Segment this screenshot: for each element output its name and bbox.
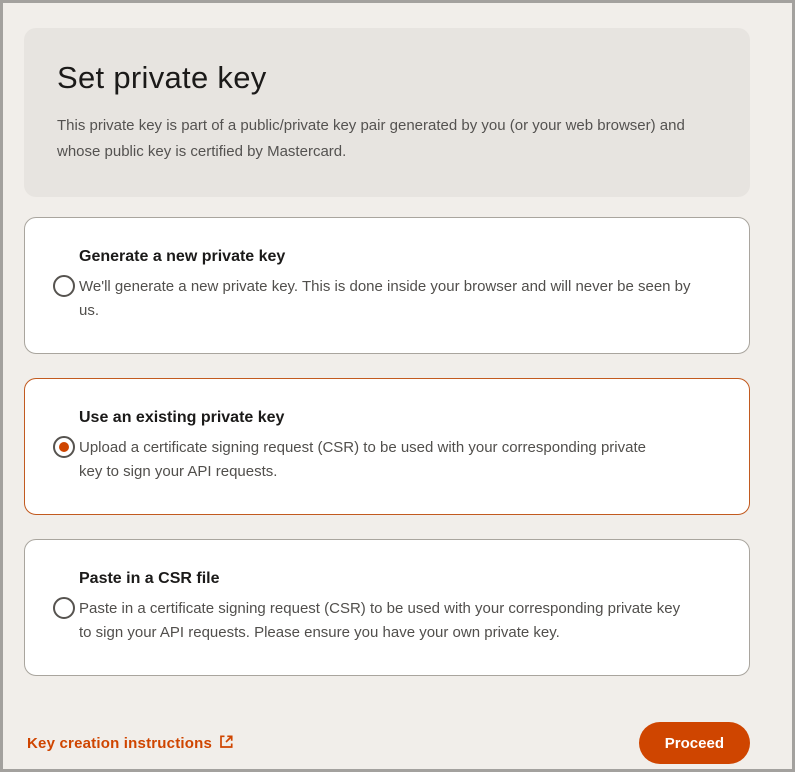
- radio-button-generate-new-key[interactable]: [53, 275, 75, 297]
- option-description: Upload a certificate signing request (CSR) to be used with your corresponding private key to sign your API requests.: [79, 439, 646, 480]
- option-card-use-existing-key[interactable]: [24, 378, 750, 515]
- option-text: [79, 570, 725, 645]
- option-title: Use an existing private key: [79, 409, 285, 426]
- option-description: Paste in a certificate signing request (CSR) to be used with your corresponding private key to sign your API requests. Please ensure you have your own private key.: [79, 600, 681, 641]
- key-options-list: [24, 217, 750, 676]
- proceed-button[interactable]: Proceed: [639, 722, 750, 764]
- page-title: Set private key: [57, 60, 267, 95]
- footer-actions: [24, 722, 750, 764]
- link-label: Key creation instructions: [27, 734, 213, 752]
- external-link-icon: [219, 734, 234, 753]
- option-card-paste-csr-file[interactable]: [24, 539, 750, 676]
- option-title: Generate a new private key: [79, 248, 286, 265]
- header: [24, 28, 750, 197]
- key-creation-instructions-link[interactable]: [24, 734, 234, 753]
- option-title: Paste in a CSR file: [79, 570, 220, 587]
- option-card-generate-new-key[interactable]: [24, 217, 750, 354]
- option-text: [79, 248, 725, 323]
- set-private-key-panel: [3, 3, 792, 764]
- page-description: This private key is part of a public/private key pair generated by you (or your web browser) and whose public key is certified by Mastercard.: [57, 117, 685, 160]
- option-description: We'll generate a new private key. This is done inside your browser and will never be seen by us.: [79, 278, 691, 319]
- radio-button-paste-csr-file[interactable]: [53, 597, 75, 619]
- radio-button-use-existing-key[interactable]: [53, 436, 75, 458]
- option-text: [79, 409, 725, 484]
